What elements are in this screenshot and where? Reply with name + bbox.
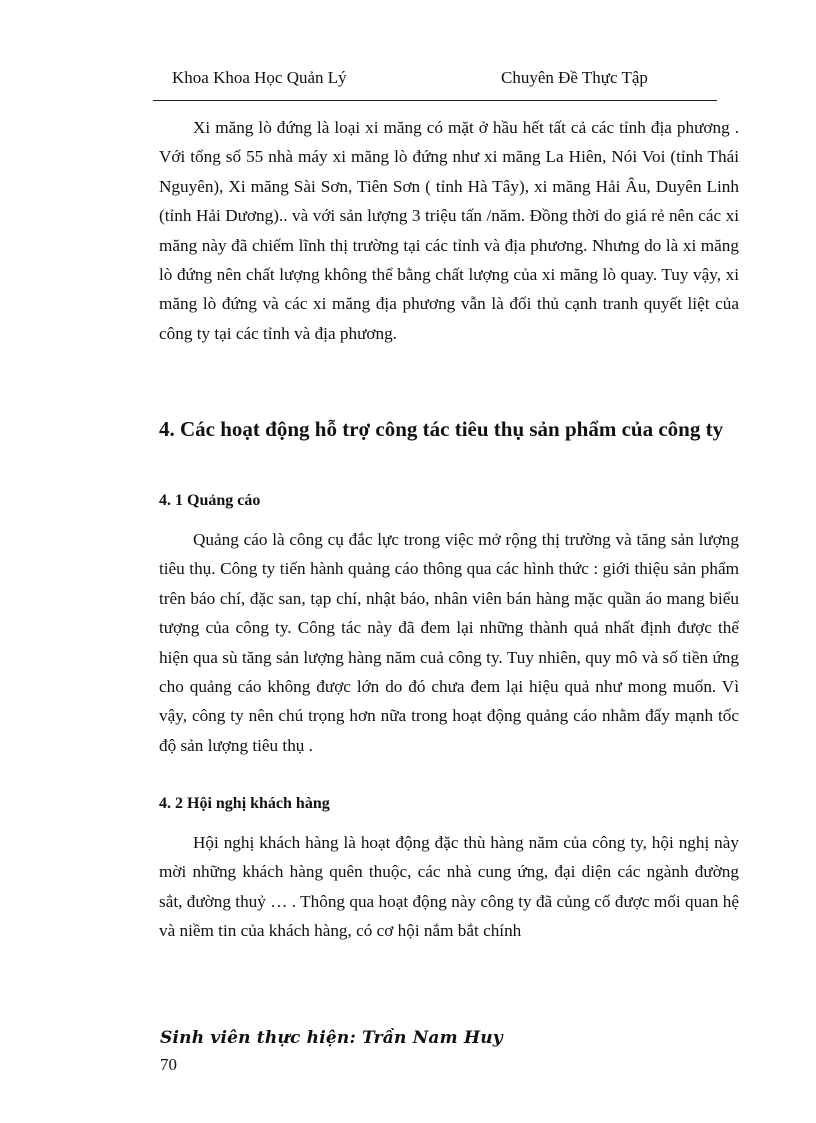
subheading-customer-conference: 4. 2 Hội nghị khách hàng bbox=[159, 795, 330, 812]
section-heading: 4. Các hoạt động hỗ trợ công tác tiêu thụ sản phẩm của công ty bbox=[159, 417, 724, 441]
header-report-title: Chuyên Đề Thực Tập bbox=[501, 68, 648, 87]
paragraph-advertising: Quảng cáo là công cụ đắc lực trong việc mở rộng thị trường và tăng sản lượng tiêu thụ. Công ty tiến hành quảng cáo thông qua các hình thức : giới thiệu sản phẩm trên báo chí, đặc san, tạp chí, nhật báo, nhân viên bán hàng mặc quần áo mang biểu tượng của công ty. Công tác này đã đem lại những thành quả nhất định được thể hiện qua sù tăng sản lượng hàng năm cuả công ty. Tuy nhiên, quy mô và số tiền ứng cho quảng cáo không được lớn do đó chưa đem lại hiệu quả như mong muốn. Vì vậy, công ty nên chú trọng hơn nữa trong hoạt động quảng cáo nhằm đẩy mạnh tốc độ sản lượng tiêu thụ . bbox=[159, 530, 739, 755]
paragraph-customer-conference: Hội nghị khách hàng là hoạt động đặc thù hàng năm của công ty, hội nghị này mời những khách hàng quên thuộc, các nhà cung ứng, đại diện các ngành đường sắt, đường thuỷ … . Thông qua hoạt động này công ty đã củng cố được mối quan hệ và niềm tin của khách hàng, có cơ hội nắm bắt chính bbox=[159, 833, 739, 941]
page-number: 70 bbox=[160, 1055, 177, 1074]
paragraph-local-cement: Xi măng lò đứng là loại xi măng có mặt ở hầu hết tất cả các tỉnh địa phương . Với tổng số 55 nhà máy xi măng lò đứng như xi măng La Hiên, Nói Voi (tỉnh Thái Nguyên), Xi măng Sài Sơn, Tiên Sơn ( tỉnh Hà Tây), xi măng Hải Âu, Duyên Linh (tỉnh Hải Dương).. và với sản lượng 3 triệu tấn /năm. Đồng thời do giá rẻ nên các xi măng này đã chiếm lĩnh thị trường tại các tỉnh và địa phương. Nhưng do là xi măng lò đứng nên chất lượng không thể bằng chất lượng của xi măng lò quay. Tuy vậy, xi măng lò đứng và các xi măng địa phương vẫn là đối thủ cạnh tranh quyết liệt của công ty tại các tỉnh và địa phương. bbox=[159, 118, 739, 343]
subheading-advertising: 4. 1 Quảng cáo bbox=[159, 492, 261, 509]
footer-signature: Sinh viên thực hiện: Trần Nam Huy bbox=[160, 1028, 503, 1048]
page-header bbox=[160, 68, 716, 92]
header-faculty: Khoa Khoa Học Quản Lý bbox=[172, 68, 347, 87]
header-divider bbox=[153, 100, 717, 101]
